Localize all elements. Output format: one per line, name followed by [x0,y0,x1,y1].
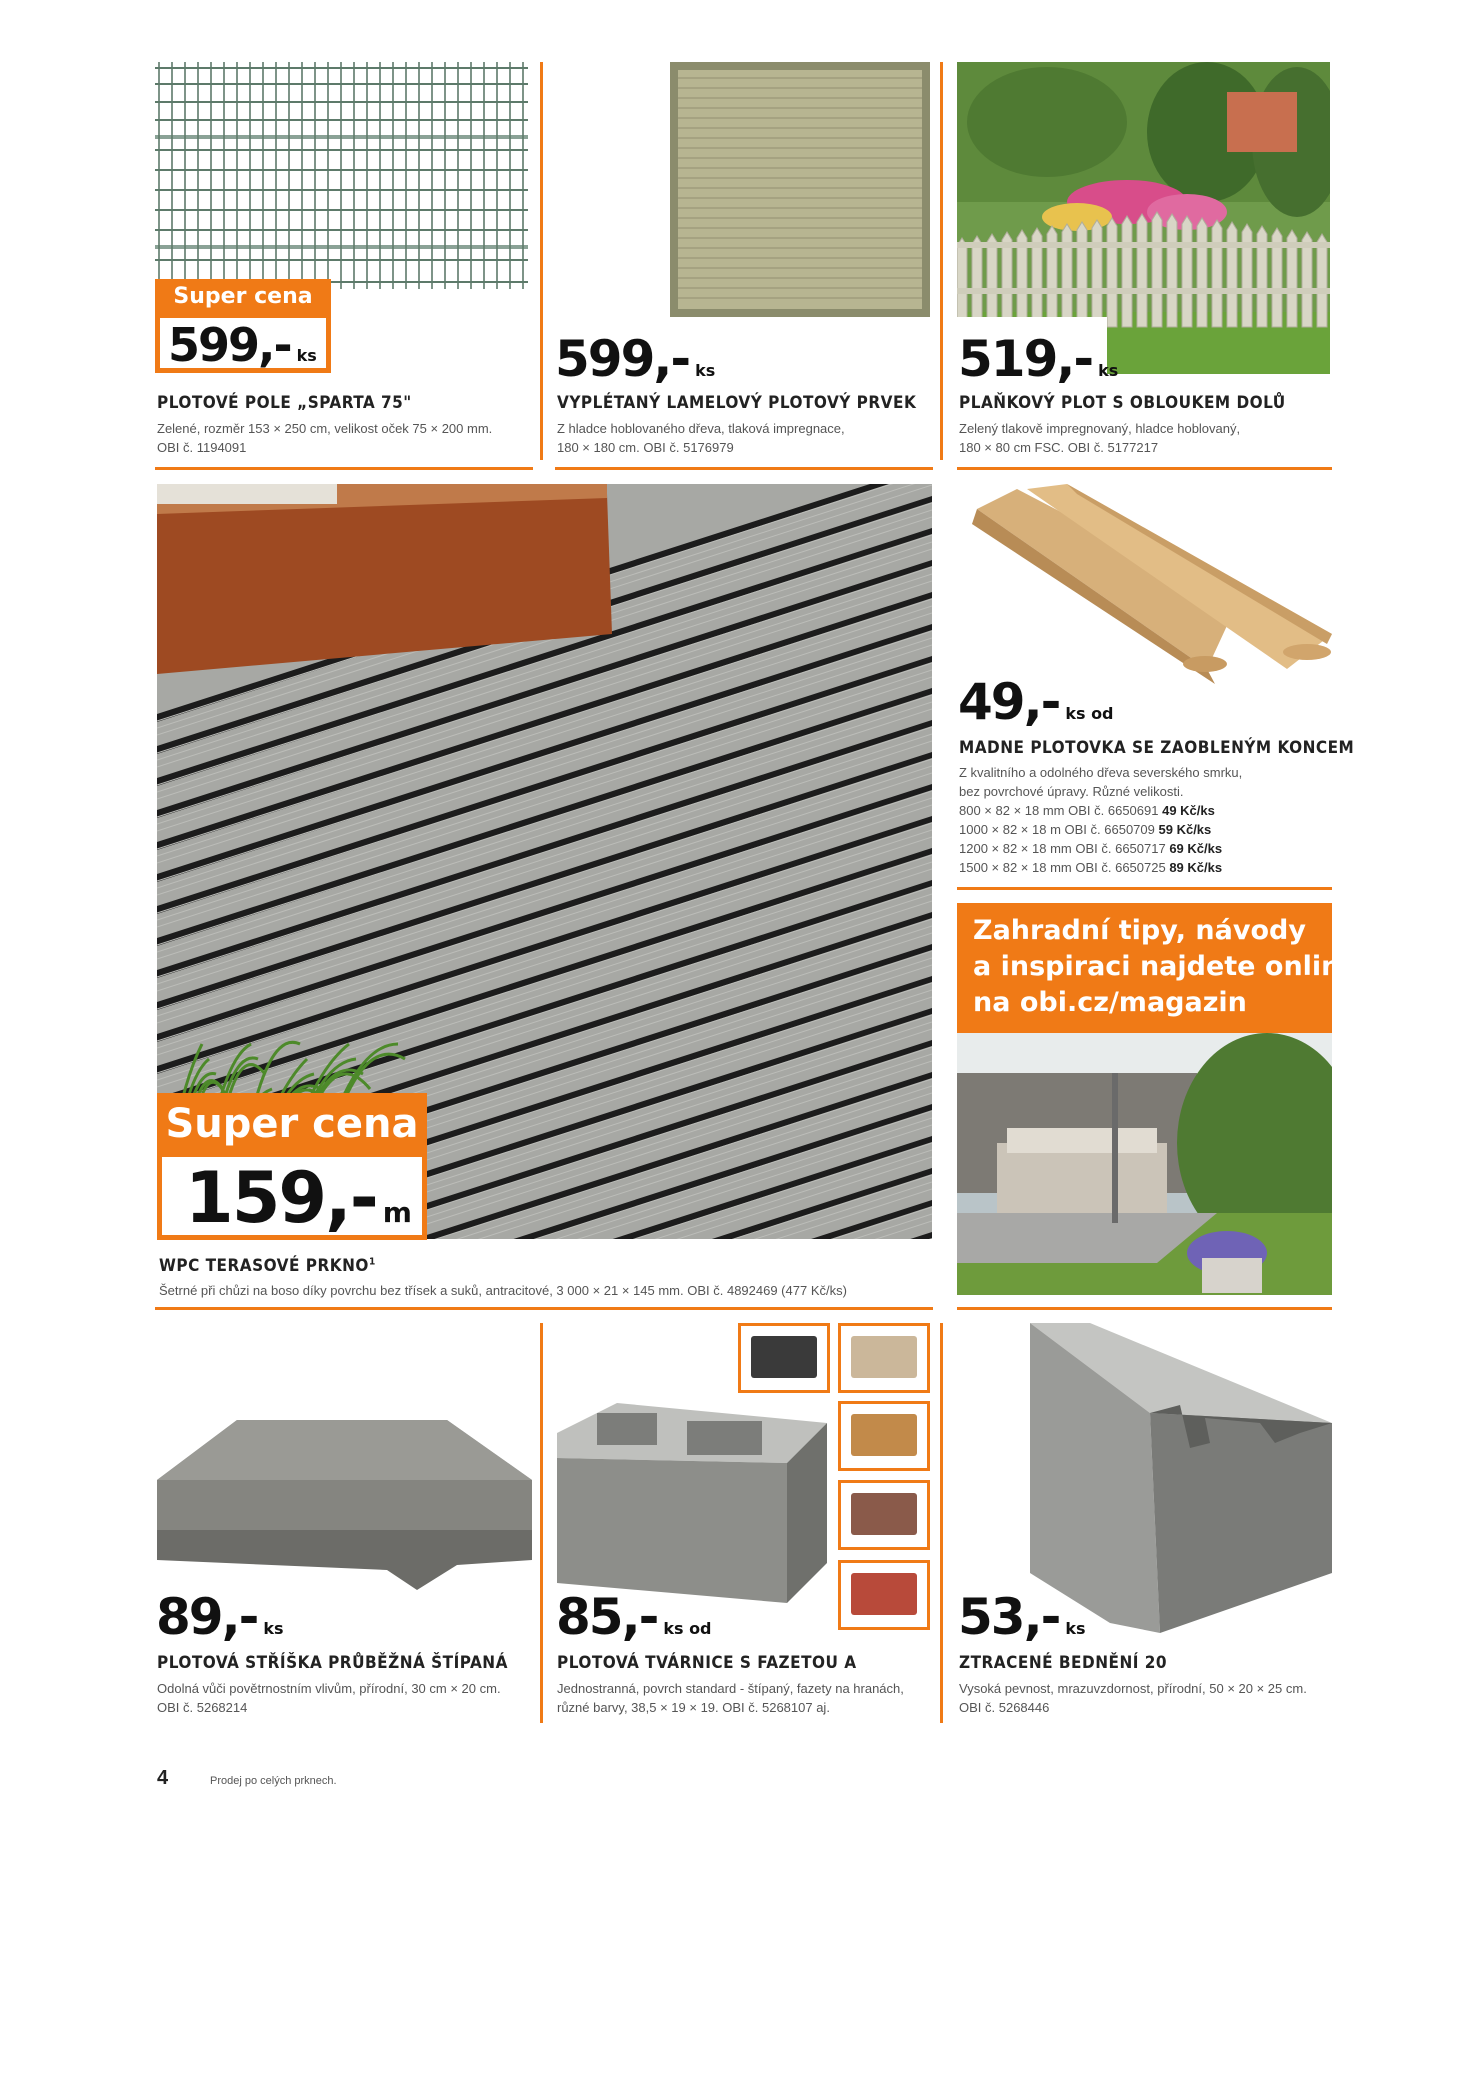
divider [940,1323,943,1723]
bedneni-title: ZTRACENÉ BEDNĚNÍ 20 [959,1653,1168,1673]
lamel-title: VYPLÉTANÝ LAMELOVÝ PLOTOVÝ PRVEK [557,393,917,413]
price-value: 599,- [555,330,690,388]
wpc-badge: Super cena [157,1093,427,1155]
divider [940,62,943,460]
promo-line: Zahradní tipy, návody [973,915,1306,946]
plankovy-price [958,330,1119,388]
price-unit: ks [1065,1619,1086,1638]
patio-image [957,1033,1332,1295]
price-unit: ks od [663,1619,712,1638]
sparta-desc: Zelené, rozměr 153 × 250 cm, velikost oček 75 × 200 mm. OBI č. 1194091 [157,421,493,455]
wpc-title: WPC TERASOVÉ PRKNO$^1$ [159,1256,376,1276]
plankovy-desc: Zelený tlakově impregnovaný, hladce hoblovaný, 180 × 80 cm FSC. OBI č. 5177217 [959,421,1241,455]
plankovy-image [957,62,1330,374]
plotovka-variant: 800 × 82 × 18 mm OBI č. 6650691 49 Kč/ks [959,803,1215,818]
price-value: 89,- [156,1588,258,1646]
plotovka-price [958,673,1114,731]
price-value: 53,- [958,1588,1060,1646]
plotovka-image [957,484,1332,684]
color-swatch-red[interactable] [838,1560,930,1630]
row-rule [957,467,1332,470]
lamel-image [670,62,930,317]
wpc-desc: Šetrné při chůzi na boso díky povrchu bez třísek a suků, antracitové, 3 000 × 21 × 145 mm. OBI č. 4892469 (477 Kč/ks) [159,1283,847,1298]
price-value: 49,- [958,673,1060,731]
striska-desc: Odolná vůči povětrnostním vlivům, přírodní, 30 cm × 20 cm. OBI č. 5268214 [157,1681,501,1715]
color-swatch-sand[interactable] [838,1323,930,1393]
bedneni-desc: Vysoká pevnost, mrazuvzdornost, přírodní, 50 × 20 × 25 cm. OBI č. 5268446 [959,1681,1307,1715]
row-rule [155,467,533,470]
row-rule [555,467,933,470]
lamel-desc: Z hladce hoblovaného dřeva, tlaková impregnace, 180 × 180 cm. OBI č. 5176979 [557,421,845,455]
wpc-price [185,1157,412,1239]
price-unit: m [382,1196,412,1229]
sparta-price [168,318,317,372]
promo-line: na obi.cz/magazin [973,987,1247,1018]
sparta-image [155,62,528,289]
plotovka-variant: 1500 × 82 × 18 mm OBI č. 6650725 89 Kč/ks [959,860,1223,875]
footnote: Prodej po celých prknech. [210,1775,337,1787]
striska-title: PLOTOVÁ STŘÍŠKA PRŮBĚŽNÁ ŠTÍPANÁ [157,1653,508,1673]
striska-image [157,1420,532,1595]
price-unit: ks [1098,361,1119,380]
plankovy-title: PLAŇKOVÝ PLOT S OBLOUKEM DOLŮ [959,393,1286,413]
tvarnice-price [556,1588,712,1646]
sparta-title: PLOTOVÉ POLE „SPARTA 75" [157,393,412,413]
divider [540,1323,543,1723]
color-swatch-anthracite[interactable] [738,1323,830,1393]
color-swatch-ochre[interactable] [838,1401,930,1471]
row-rule [957,887,1332,890]
price-value: 85,- [556,1588,658,1646]
page-number: 4 [157,1767,169,1789]
color-swatch-brown[interactable] [838,1480,930,1550]
plotovka-variant: 1200 × 82 × 18 mm OBI č. 6650717 69 Kč/ks [959,841,1223,856]
striska-price [156,1588,284,1646]
price-value: 159,- [185,1157,377,1239]
plotovka-variant: 1000 × 82 × 18 m OBI č. 6650709 59 Kč/ks [959,822,1212,837]
tvarnice-desc: Jednostranná, povrch standard - štípaný, fazety na hranách, různé barvy, 38,5 × 19 × 19. OBI č. 5268107 aj. [557,1681,904,1715]
price-value: 519,- [958,330,1093,388]
bedneni-price [958,1588,1086,1646]
row-rule [957,1307,1332,1310]
promo-line: a inspiraci najdete online [973,951,1359,982]
bedneni-image [1030,1323,1332,1633]
price-unit: ks [296,346,317,365]
divider [540,62,543,460]
price-unit: ks [695,361,716,380]
sparta-badge: Super cena [155,279,331,315]
price-unit: ks [263,1619,284,1638]
row-rule [155,1307,933,1310]
lamel-price [555,330,716,388]
plotovka-title: MADNE PLOTOVKA SE ZAOBLENÝM KONCEM [959,738,1355,758]
price-unit: ks od [1065,704,1114,723]
price-value: 599,- [168,318,291,372]
tvarnice-title: PLOTOVÁ TVÁRNICE S FAZETOU A [557,1653,857,1673]
tvarnice-image [557,1403,827,1603]
magazin-promo[interactable] [957,903,1359,1033]
plotovka-desc: Z kvalitního a odolného dřeva severského smrku, bez povrchové úpravy. Různé velikosti. 800 × 82 × 18 mm OBI č. 6650691 49 Kč/ks 1000 × 82 × 18 m OBI č. 6650709 59 Kč/ks 1200 × 82 × 18 mm OBI č. 6650717 69 Kč/ks 1500 × 82 × 18 mm OBI č. 6650725 89 Kč/ks [959,765,1243,875]
